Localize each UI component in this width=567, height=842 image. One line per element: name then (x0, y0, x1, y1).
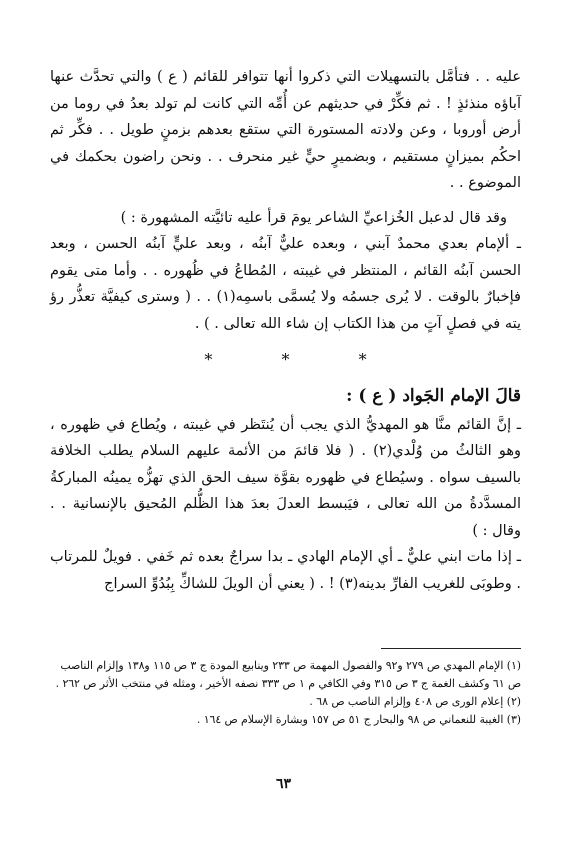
footnotes (46, 648, 521, 729)
footnote-1: (١) الإمام المهدي ص ٢٧٩ و٩٢ والفصول المهمة ص ٢٣٣ وينابيع المودة ج ٣ ص ١١٥ و١٣٨ وإلزام الناصب ص ٦١ وكشف الغمة ج ٣ ص ٣١٥ وفي الكافي م ١ ص ٣٣٣ نصفه الأخير ، ومثله في منتخب الأثر ص ٢٦٢ . (55, 659, 521, 690)
page-number: ٦٣ (275, 776, 292, 792)
footnote-2: (٢) إعلام الورى ص ٤٠٨ وإلزام الناصب ص ٦٨ . (309, 695, 521, 708)
quote-paragraph-3: ـ إذا مات ابني عليٌّ ـ أي الإمام الهادي ـ بدا سراجٌ بعده ثم خَفي . فويلٌ للمرتاب . وطوبَى للغريب الفارِّ بدينه(٣) ! . ( يعني أن الويلَ للشاكِّ بِبُدُوِّ السراج (50, 549, 521, 592)
quote-paragraph-2: ـ إنَّ القائم منَّا هو المهديُّ الذي يجب أن يُنتَظر في غيبته ، ويُطاع في ظهوره ، وهو الثالثُ من وُلْدي(٢) . ( فلا قائمَ من الأئمة عليهم السلام يطلب الخلافة بالسيف سواه . وسيُطاع في ظهوره بقوَّة سيف الحق الذي تهزُّه يمينُه المباركةُ المسدَّدةُ من الله تعالى ، فيَبسط العدلَ بعدَ هذا الظُّلم المُحيق بالإنسانية . . وقال : ) (50, 416, 521, 539)
footnote-divider (381, 648, 521, 649)
section-heading: قالَ الإمام الجَواد ( ع ) : (346, 385, 521, 406)
main-text (50, 64, 521, 597)
paragraph-2: وقد قال لدعبل الخُزاعيِّ الشاعر يومَ قرأ عليه تائيَّته المشهورة : ) (120, 209, 507, 226)
quote-paragraph-1: ـ ألإمام بعدي محمدٌ آبني ، وبعده عليٌّ آبنُه ، وبعد عليٍّ آبنُه الحسن ، وبعد الحسن آبنُه القائم ، المنتظر في غيبته ، المُطاعُ في ظُهوره . . وأما متى يقوم فإخبارٌ بالوقت . لا يُرى جسمُه ولا يُسمَّى باسمِه(١) . . ( وسترى كيفيَّة تعذُّر رؤ يته في فصلٍ آتٍ من هذا الكتاب إن شاء الله تعالى . ) . (50, 236, 521, 332)
section-separator: * * * (204, 350, 399, 369)
paragraph-1: عليه . . فتأمَّل بالتسهيلات التي ذكروا أنها تتوافر للقائم ( ع ) والتي تحدَّث عنها آباؤه منذئذٍ ! . ثم فكِّرْ في حديثهم عن أُمِّه التي كانت لم تولد بعدُ في روما من أرض أوروبا ، وعن ولادته المستورة التي ستقع بعدهم بزمنٍ طويل . . فكِّر ثم احكُم بميزانٍ مستقيم ، وبضميرٍ حيٍّ غير منحرف . . ونحن راضون بحكمك في الموضوع . . (50, 69, 521, 191)
footnote-3: (٣) الغيبة للنعماني ص ٩٨ والبحار ج ٥١ ص ١٥٧ وبشارة الإسلام ص ١٦٤ . (196, 713, 521, 726)
